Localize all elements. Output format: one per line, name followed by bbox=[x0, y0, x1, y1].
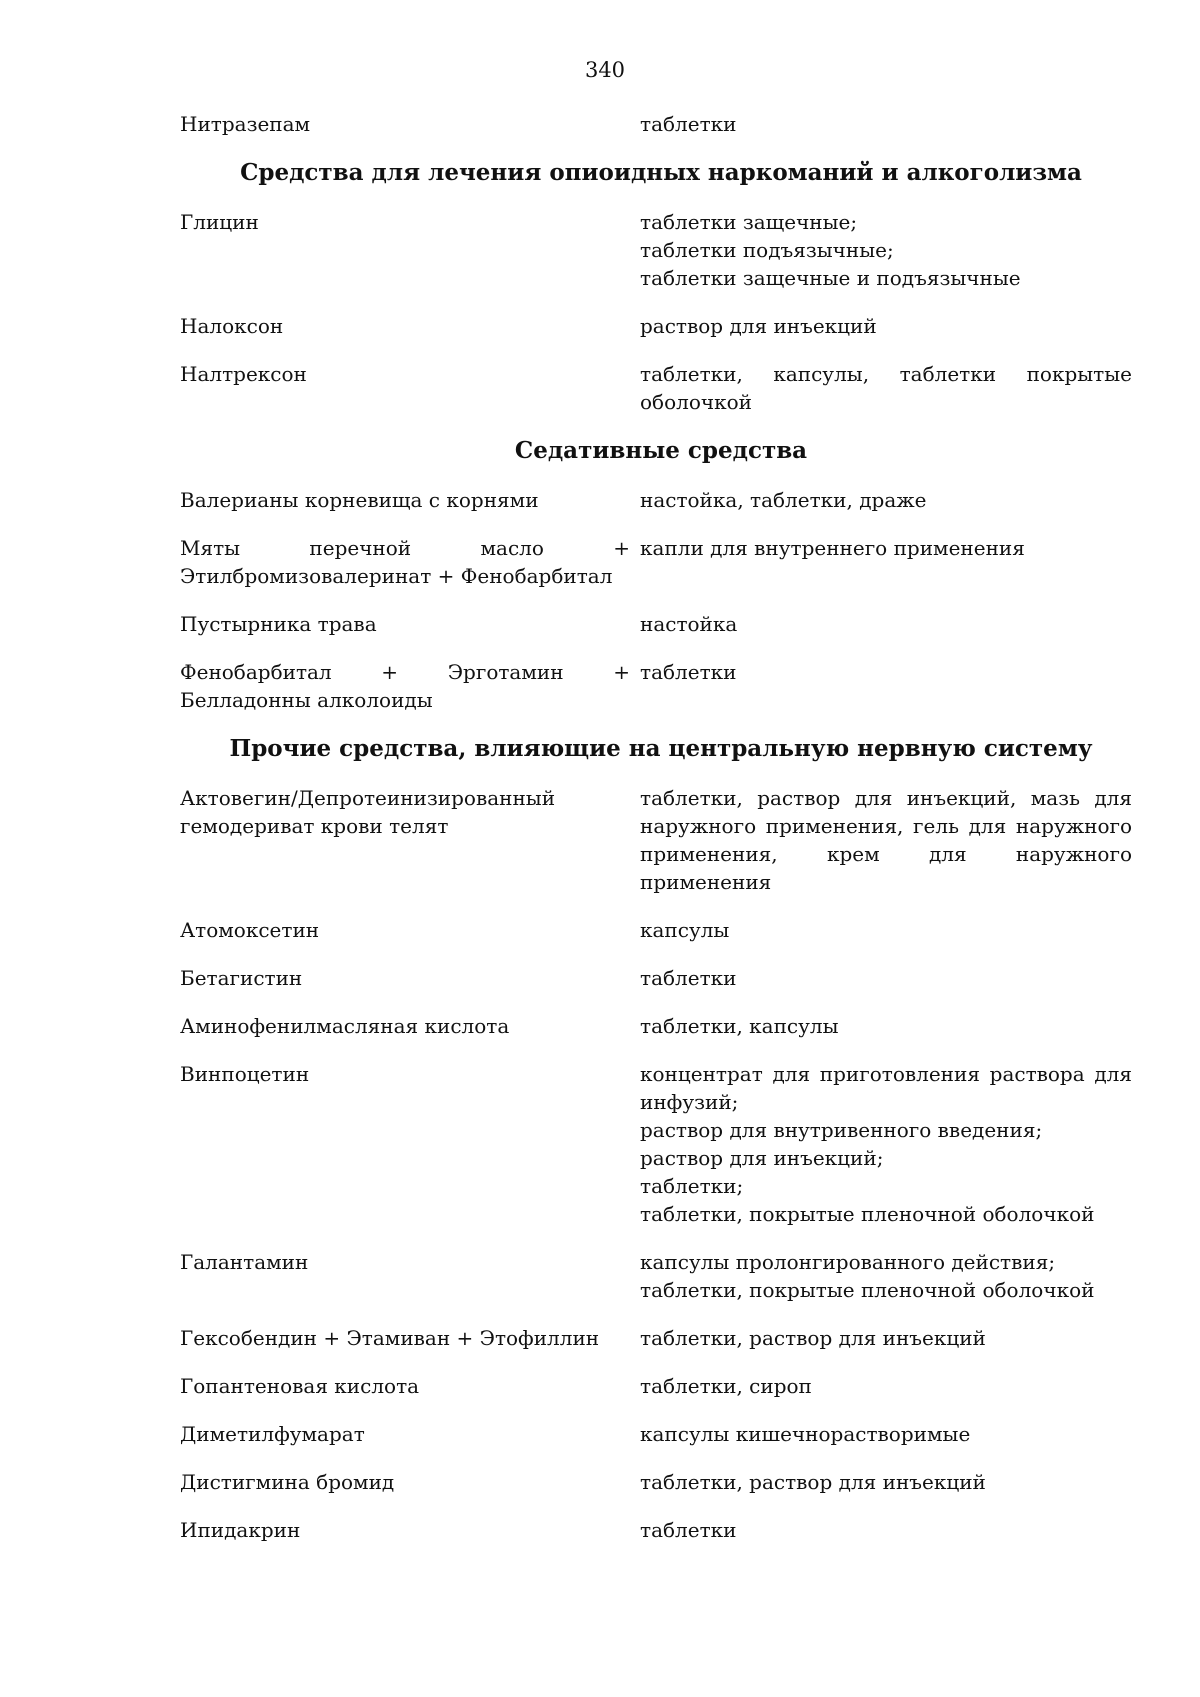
drug-name: Винпоцетин bbox=[180, 1062, 310, 1086]
drug-row bbox=[180, 110, 1132, 138]
dosage-form-line: таблетки bbox=[640, 1518, 737, 1542]
dosage-forms bbox=[640, 312, 1132, 340]
drug-row bbox=[180, 1012, 1132, 1040]
drug-row bbox=[180, 658, 1132, 714]
drug-name: Ипидакрин bbox=[180, 1518, 301, 1542]
dosage-form-line: таблетки bbox=[640, 966, 737, 990]
drug-name: Диметилфумарат bbox=[180, 1422, 365, 1446]
dosage-forms bbox=[640, 360, 1132, 416]
dosage-form-line: таблетки защечные и подъязычные bbox=[640, 266, 1021, 290]
dosage-forms bbox=[640, 1516, 1132, 1544]
dosage-form-line: таблетки, сироп bbox=[640, 1374, 812, 1398]
dosage-forms bbox=[640, 208, 1132, 292]
dosage-forms bbox=[640, 1248, 1132, 1304]
dosage-form-line: таблетки; bbox=[640, 1174, 744, 1198]
dosage-form-line: таблетки, капсулы, таблетки покрытые оболочкой bbox=[640, 362, 1132, 414]
drug-name: Фенобарбитал + Эрготамин + Белладонны алколоиды bbox=[180, 660, 630, 712]
section-heading: Средства для лечения опиоидных наркоманий и алкоголизма bbox=[240, 159, 1082, 186]
drug-name: Налоксон bbox=[180, 314, 284, 338]
dosage-forms bbox=[640, 610, 1132, 638]
dosage-forms bbox=[640, 534, 1132, 590]
drug-row bbox=[180, 784, 1132, 896]
dosage-form-line: раствор для инъекций bbox=[640, 314, 877, 338]
drug-name: Валерианы корневища с корнями bbox=[180, 488, 539, 512]
drug-row bbox=[180, 1420, 1132, 1448]
dosage-form-line: таблетки защечные; bbox=[640, 210, 858, 234]
dosage-form-line: концентрат для приготовления раствора для инфузий; bbox=[640, 1062, 1132, 1114]
dosage-form-line: таблетки bbox=[640, 660, 737, 684]
dosage-forms bbox=[640, 658, 1132, 714]
drug-name: Нитразепам bbox=[180, 112, 311, 136]
dosage-forms bbox=[640, 486, 1132, 514]
dosage-forms bbox=[640, 1012, 1132, 1040]
drug-row bbox=[180, 1248, 1132, 1304]
drug-name: Гопантеновая кислота bbox=[180, 1374, 420, 1398]
drug-name: Актовегин/Депротеинизированный гемодериват крови телят bbox=[180, 786, 556, 838]
dosage-forms bbox=[640, 916, 1132, 944]
dosage-forms bbox=[640, 1372, 1132, 1400]
drug-row bbox=[180, 1324, 1132, 1352]
drug-name: Атомоксетин bbox=[180, 918, 320, 942]
dosage-forms bbox=[640, 1468, 1132, 1496]
dosage-form-line: таблетки, капсулы bbox=[640, 1014, 839, 1038]
dosage-form-line: таблетки, покрытые пленочной оболочкой bbox=[640, 1202, 1095, 1226]
drug-row bbox=[180, 1516, 1132, 1544]
drug-name: Налтрексон bbox=[180, 362, 307, 386]
drug-name: Глицин bbox=[180, 210, 259, 234]
dosage-forms bbox=[640, 1324, 1132, 1352]
dosage-forms bbox=[640, 784, 1132, 896]
drug-row bbox=[180, 534, 1132, 590]
drug-name: Пустырника трава bbox=[180, 612, 377, 636]
drug-name: Дистигмина бромид bbox=[180, 1470, 395, 1494]
drug-row bbox=[180, 1372, 1132, 1400]
drug-name: Мяты перечной масло + Этилбромизовалеринат + Фенобарбитал bbox=[180, 536, 630, 588]
drug-row bbox=[180, 916, 1132, 944]
section-heading: Прочие средства, влияющие на центральную нервную систему bbox=[229, 735, 1093, 762]
dosage-form-line: капли для внутреннего применения bbox=[640, 536, 1025, 560]
dosage-forms bbox=[640, 110, 1132, 138]
drug-row bbox=[180, 312, 1132, 340]
dosage-form-line: капсулы кишечнорастворимые bbox=[640, 1422, 971, 1446]
dosage-forms bbox=[640, 1060, 1132, 1228]
dosage-form-line: капсулы пролонгированного действия; bbox=[640, 1250, 1056, 1274]
dosage-forms bbox=[640, 1420, 1132, 1448]
dosage-form-line: таблетки, покрытые пленочной оболочкой bbox=[640, 1278, 1095, 1302]
drug-name: Аминофенилмасляная кислота bbox=[180, 1014, 510, 1038]
drug-row bbox=[180, 360, 1132, 416]
drug-list bbox=[180, 110, 1132, 1544]
page-number: 340 bbox=[584, 58, 626, 82]
drug-name: Бетагистин bbox=[180, 966, 303, 990]
dosage-form-line: таблетки, раствор для инъекций, мазь для наружного применения, гель для наружного применения, крем для наружного применения bbox=[640, 786, 1132, 894]
dosage-form-line: таблетки, раствор для инъекций bbox=[640, 1326, 986, 1350]
dosage-form-line: таблетки bbox=[640, 112, 737, 136]
dosage-form-line: настойка, таблетки, драже bbox=[640, 488, 927, 512]
dosage-form-line: раствор для внутривенного введения; bbox=[640, 1118, 1043, 1142]
dosage-form-line: настойка bbox=[640, 612, 738, 636]
dosage-form-line: таблетки, раствор для инъекций bbox=[640, 1470, 986, 1494]
drug-row bbox=[180, 486, 1132, 514]
section-heading: Седативные средства bbox=[514, 437, 808, 464]
drug-row bbox=[180, 610, 1132, 638]
drug-name: Гексобендин + Этамиван + Этофиллин bbox=[180, 1326, 600, 1350]
dosage-form-line: раствор для инъекций; bbox=[640, 1146, 884, 1170]
dosage-form-line: таблетки подъязычные; bbox=[640, 238, 894, 262]
drug-row bbox=[180, 1468, 1132, 1496]
drug-row bbox=[180, 964, 1132, 992]
dosage-forms bbox=[640, 964, 1132, 992]
dosage-form-line: капсулы bbox=[640, 918, 730, 942]
drug-row bbox=[180, 208, 1132, 292]
drug-row bbox=[180, 1060, 1132, 1228]
drug-name: Галантамин bbox=[180, 1250, 309, 1274]
